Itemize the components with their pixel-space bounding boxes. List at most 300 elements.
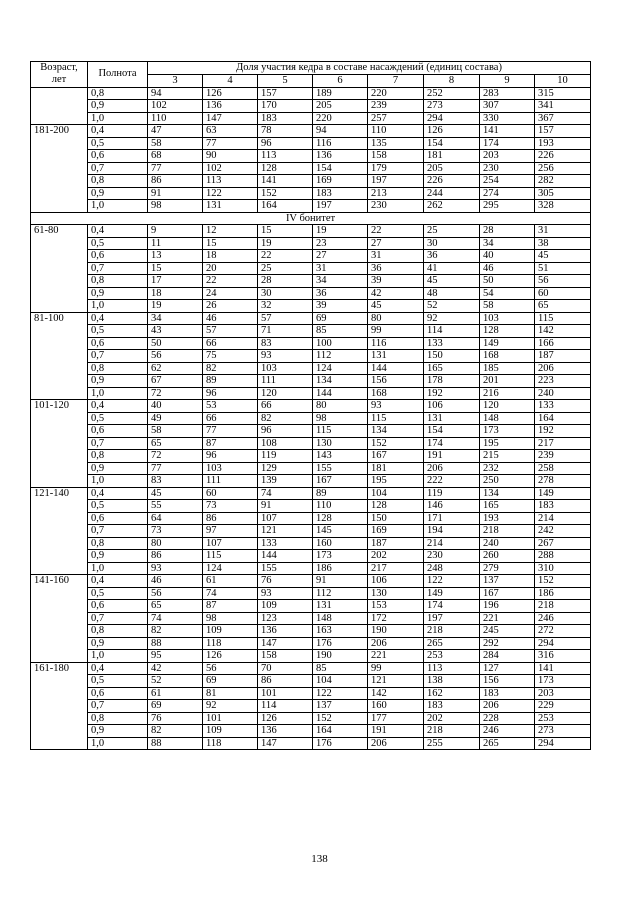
value-cell: 220	[368, 87, 424, 100]
value-cell: 146	[424, 500, 480, 513]
value-cell: 66	[203, 412, 258, 425]
density-cell: 0,8	[88, 625, 148, 638]
value-cell: 69	[313, 312, 368, 325]
value-cell: 258	[535, 462, 591, 475]
value-cell: 43	[148, 325, 203, 338]
value-cell: 113	[203, 175, 258, 188]
value-cell: 315	[535, 87, 591, 100]
value-cell: 42	[148, 662, 203, 675]
value-cell: 183	[313, 187, 368, 200]
value-cell: 111	[203, 475, 258, 488]
value-cell: 98	[313, 412, 368, 425]
density-cell: 0,4	[88, 662, 148, 675]
density-cell: 0,9	[88, 100, 148, 113]
value-cell: 139	[258, 475, 313, 488]
value-cell: 272	[535, 625, 591, 638]
column-header: 7	[368, 75, 424, 88]
value-cell: 203	[480, 150, 535, 163]
value-cell: 92	[424, 312, 480, 325]
table-row	[31, 312, 591, 325]
table-row	[31, 325, 591, 338]
value-cell: 122	[203, 187, 258, 200]
table-row	[31, 87, 591, 100]
value-cell: 20	[203, 262, 258, 275]
value-cell: 222	[424, 475, 480, 488]
value-cell: 220	[313, 112, 368, 125]
value-cell: 141	[480, 125, 535, 138]
value-cell: 179	[368, 162, 424, 175]
value-cell: 119	[424, 487, 480, 500]
value-cell: 58	[480, 300, 535, 313]
value-cell: 128	[368, 500, 424, 513]
value-cell: 24	[203, 287, 258, 300]
table-row	[31, 437, 591, 450]
value-cell: 169	[368, 525, 424, 538]
value-cell: 57	[258, 312, 313, 325]
value-cell: 86	[148, 550, 203, 563]
table-row	[31, 525, 591, 538]
value-cell: 164	[313, 725, 368, 738]
age-cell: 161-180	[31, 662, 88, 750]
value-cell: 255	[424, 737, 480, 750]
value-cell: 114	[258, 700, 313, 713]
value-cell: 367	[535, 112, 591, 125]
value-cell: 65	[535, 300, 591, 313]
value-cell: 109	[203, 725, 258, 738]
value-cell: 98	[203, 612, 258, 625]
value-cell: 166	[535, 337, 591, 350]
density-cell: 0,4	[88, 225, 148, 238]
table-row	[31, 200, 591, 213]
value-cell: 283	[480, 87, 535, 100]
value-cell: 229	[535, 700, 591, 713]
value-cell: 107	[203, 537, 258, 550]
value-cell: 30	[258, 287, 313, 300]
table-row	[31, 712, 591, 725]
value-cell: 218	[424, 725, 480, 738]
density-cell: 0,8	[88, 87, 148, 100]
value-cell: 174	[424, 437, 480, 450]
value-cell: 122	[313, 687, 368, 700]
value-cell: 54	[480, 287, 535, 300]
value-cell: 130	[313, 437, 368, 450]
value-cell: 157	[258, 87, 313, 100]
value-cell: 99	[368, 662, 424, 675]
value-cell: 183	[424, 700, 480, 713]
table-row	[31, 100, 591, 113]
density-cell: 0,7	[88, 350, 148, 363]
density-cell: 1,0	[88, 650, 148, 663]
value-cell: 106	[424, 400, 480, 413]
value-cell: 176	[313, 737, 368, 750]
density-cell: 0,5	[88, 325, 148, 338]
table-body	[31, 87, 591, 750]
value-cell: 25	[424, 225, 480, 238]
table-row	[31, 262, 591, 275]
table-row	[31, 687, 591, 700]
value-cell: 128	[480, 325, 535, 338]
value-cell: 101	[203, 712, 258, 725]
table-row	[31, 725, 591, 738]
value-cell: 248	[424, 562, 480, 575]
value-cell: 77	[203, 137, 258, 150]
column-header: 4	[203, 75, 258, 88]
value-cell: 177	[368, 712, 424, 725]
value-cell: 279	[480, 562, 535, 575]
table-row	[31, 675, 591, 688]
value-cell: 116	[313, 137, 368, 150]
value-cell: 128	[313, 512, 368, 525]
value-cell: 244	[424, 187, 480, 200]
value-cell: 47	[148, 125, 203, 138]
value-cell: 170	[258, 100, 313, 113]
density-cell: 0,4	[88, 575, 148, 588]
value-cell: 267	[535, 537, 591, 550]
value-cell: 196	[480, 600, 535, 613]
value-cell: 19	[313, 225, 368, 238]
value-cell: 18	[203, 250, 258, 263]
value-cell: 126	[424, 125, 480, 138]
value-cell: 73	[148, 525, 203, 538]
density-cell: 0,6	[88, 250, 148, 263]
value-cell: 154	[313, 162, 368, 175]
value-cell: 162	[424, 687, 480, 700]
value-cell: 137	[313, 700, 368, 713]
column-header: 10	[535, 75, 591, 88]
value-cell: 135	[368, 137, 424, 150]
value-cell: 18	[148, 287, 203, 300]
value-cell: 183	[535, 500, 591, 513]
value-cell: 230	[480, 162, 535, 175]
page-number: 138	[311, 853, 328, 865]
value-cell: 46	[203, 312, 258, 325]
density-cell: 0,5	[88, 587, 148, 600]
value-cell: 115	[313, 425, 368, 438]
value-cell: 129	[258, 462, 313, 475]
density-cell: 0,7	[88, 525, 148, 538]
value-cell: 154	[424, 137, 480, 150]
value-cell: 85	[313, 325, 368, 338]
value-cell: 294	[424, 112, 480, 125]
value-cell: 87	[203, 437, 258, 450]
value-cell: 45	[368, 300, 424, 313]
table-row	[31, 450, 591, 463]
value-cell: 104	[313, 675, 368, 688]
value-cell: 78	[258, 125, 313, 138]
value-cell: 186	[313, 562, 368, 575]
density-cell: 0,4	[88, 125, 148, 138]
value-cell: 110	[313, 500, 368, 513]
value-cell: 230	[368, 200, 424, 213]
value-cell: 52	[148, 675, 203, 688]
value-cell: 92	[203, 700, 258, 713]
value-cell: 65	[148, 600, 203, 613]
value-cell: 295	[480, 200, 535, 213]
density-cell: 0,4	[88, 312, 148, 325]
value-cell: 173	[313, 550, 368, 563]
value-cell: 107	[258, 512, 313, 525]
value-cell: 36	[313, 287, 368, 300]
value-cell: 9	[148, 225, 203, 238]
density-cell: 1,0	[88, 737, 148, 750]
age-cell: 101-120	[31, 400, 88, 488]
value-cell: 13	[148, 250, 203, 263]
value-cell: 95	[148, 650, 203, 663]
table-row	[31, 187, 591, 200]
value-cell: 226	[535, 150, 591, 163]
value-cell: 15	[203, 237, 258, 250]
value-cell: 152	[368, 437, 424, 450]
table-row	[31, 275, 591, 288]
value-cell: 113	[258, 150, 313, 163]
density-cell: 0,7	[88, 700, 148, 713]
density-cell: 0,4	[88, 487, 148, 500]
value-cell: 60	[203, 487, 258, 500]
value-cell: 38	[535, 237, 591, 250]
value-cell: 142	[535, 325, 591, 338]
age-cell: 181-200	[31, 125, 88, 213]
value-cell: 124	[313, 362, 368, 375]
data-table	[30, 61, 591, 750]
value-cell: 68	[148, 150, 203, 163]
value-cell: 69	[148, 700, 203, 713]
value-cell: 50	[148, 337, 203, 350]
value-cell: 71	[258, 325, 313, 338]
value-cell: 46	[480, 262, 535, 275]
value-cell: 217	[535, 437, 591, 450]
value-cell: 172	[368, 612, 424, 625]
value-cell: 213	[368, 187, 424, 200]
table-row	[31, 637, 591, 650]
value-cell: 206	[535, 362, 591, 375]
value-cell: 154	[424, 425, 480, 438]
table-row	[31, 587, 591, 600]
value-cell: 242	[535, 525, 591, 538]
density-cell: 0,7	[88, 437, 148, 450]
value-cell: 155	[313, 462, 368, 475]
value-cell: 185	[480, 362, 535, 375]
value-cell: 206	[480, 700, 535, 713]
value-cell: 67	[148, 375, 203, 388]
value-cell: 164	[535, 412, 591, 425]
value-cell: 206	[424, 462, 480, 475]
value-cell: 31	[313, 262, 368, 275]
value-cell: 87	[203, 600, 258, 613]
value-cell: 171	[424, 512, 480, 525]
value-cell: 61	[148, 687, 203, 700]
value-cell: 127	[480, 662, 535, 675]
value-cell: 119	[258, 450, 313, 463]
value-cell: 91	[313, 575, 368, 588]
value-cell: 110	[368, 125, 424, 138]
value-cell: 77	[148, 462, 203, 475]
value-cell: 103	[480, 312, 535, 325]
value-cell: 133	[424, 337, 480, 350]
value-cell: 126	[203, 650, 258, 663]
value-cell: 103	[258, 362, 313, 375]
value-cell: 27	[368, 237, 424, 250]
value-cell: 66	[203, 337, 258, 350]
value-cell: 274	[480, 187, 535, 200]
value-cell: 65	[148, 437, 203, 450]
value-cell: 114	[424, 325, 480, 338]
value-cell: 118	[203, 637, 258, 650]
value-cell: 174	[424, 600, 480, 613]
value-cell: 131	[203, 200, 258, 213]
value-cell: 181	[368, 462, 424, 475]
value-cell: 61	[203, 575, 258, 588]
value-cell: 89	[313, 487, 368, 500]
value-cell: 89	[203, 375, 258, 388]
value-cell: 228	[480, 712, 535, 725]
value-cell: 245	[480, 625, 535, 638]
column-header: 3	[148, 75, 203, 88]
value-cell: 144	[258, 550, 313, 563]
value-cell: 218	[535, 600, 591, 613]
value-cell: 96	[203, 387, 258, 400]
density-cell: 0,8	[88, 175, 148, 188]
value-cell: 26	[203, 300, 258, 313]
value-cell: 31	[535, 225, 591, 238]
value-cell: 155	[258, 562, 313, 575]
value-cell: 133	[258, 537, 313, 550]
value-cell: 165	[424, 362, 480, 375]
value-cell: 153	[368, 600, 424, 613]
value-cell: 120	[480, 400, 535, 413]
value-cell: 75	[203, 350, 258, 363]
value-cell: 74	[148, 612, 203, 625]
value-cell: 124	[203, 562, 258, 575]
value-cell: 109	[258, 600, 313, 613]
value-cell: 128	[258, 162, 313, 175]
value-cell: 137	[480, 575, 535, 588]
value-cell: 203	[535, 687, 591, 700]
value-cell: 278	[535, 475, 591, 488]
value-cell: 282	[535, 175, 591, 188]
value-cell: 91	[148, 187, 203, 200]
value-cell: 265	[424, 637, 480, 650]
value-cell: 202	[368, 550, 424, 563]
value-cell: 83	[258, 337, 313, 350]
table-row	[31, 700, 591, 713]
value-cell: 181	[424, 150, 480, 163]
table-row	[31, 237, 591, 250]
value-cell: 305	[535, 187, 591, 200]
value-cell: 150	[424, 350, 480, 363]
value-cell: 96	[258, 425, 313, 438]
value-cell: 31	[368, 250, 424, 263]
value-cell: 15	[258, 225, 313, 238]
value-cell: 108	[258, 437, 313, 450]
value-cell: 80	[313, 400, 368, 413]
value-cell: 110	[148, 112, 203, 125]
table-row	[31, 225, 591, 238]
value-cell: 217	[368, 562, 424, 575]
table-row	[31, 475, 591, 488]
value-cell: 41	[424, 262, 480, 275]
density-cell: 0,8	[88, 537, 148, 550]
value-cell: 232	[480, 462, 535, 475]
table-row	[31, 500, 591, 513]
value-cell: 148	[480, 412, 535, 425]
value-cell: 34	[480, 237, 535, 250]
value-cell: 150	[368, 512, 424, 525]
table-row	[31, 512, 591, 525]
value-cell: 147	[203, 112, 258, 125]
value-cell: 48	[424, 287, 480, 300]
table-row	[31, 562, 591, 575]
value-cell: 310	[535, 562, 591, 575]
value-cell: 156	[480, 675, 535, 688]
value-cell: 136	[313, 150, 368, 163]
density-cell: 0,8	[88, 712, 148, 725]
column-header: 9	[480, 75, 535, 88]
value-cell: 77	[148, 162, 203, 175]
value-cell: 341	[535, 100, 591, 113]
age-cell: 61-80	[31, 225, 88, 313]
value-cell: 167	[313, 475, 368, 488]
table-row	[31, 462, 591, 475]
density-cell: 0,6	[88, 150, 148, 163]
value-cell: 216	[480, 387, 535, 400]
value-cell: 115	[535, 312, 591, 325]
value-cell: 15	[148, 262, 203, 275]
density-cell: 0,5	[88, 237, 148, 250]
value-cell: 126	[258, 712, 313, 725]
value-cell: 288	[535, 550, 591, 563]
value-cell: 157	[535, 125, 591, 138]
value-cell: 292	[480, 637, 535, 650]
value-cell: 51	[535, 262, 591, 275]
value-cell: 190	[368, 625, 424, 638]
value-cell: 40	[480, 250, 535, 263]
value-cell: 214	[535, 512, 591, 525]
value-cell: 252	[424, 87, 480, 100]
density-cell: 0,9	[88, 725, 148, 738]
density-cell: 0,8	[88, 275, 148, 288]
value-cell: 144	[368, 362, 424, 375]
value-cell: 39	[368, 275, 424, 288]
value-cell: 70	[258, 662, 313, 675]
value-cell: 94	[313, 125, 368, 138]
value-cell: 98	[148, 200, 203, 213]
value-cell: 115	[368, 412, 424, 425]
value-cell: 167	[480, 587, 535, 600]
value-cell: 141	[258, 175, 313, 188]
value-cell: 226	[424, 175, 480, 188]
density-cell: 0,7	[88, 162, 148, 175]
value-cell: 178	[424, 375, 480, 388]
value-cell: 189	[313, 87, 368, 100]
table-row	[31, 400, 591, 413]
value-cell: 284	[480, 650, 535, 663]
value-cell: 25	[258, 262, 313, 275]
value-cell: 152	[313, 712, 368, 725]
value-cell: 76	[148, 712, 203, 725]
value-cell: 57	[203, 325, 258, 338]
density-cell: 0,8	[88, 362, 148, 375]
value-cell: 93	[258, 350, 313, 363]
value-cell: 136	[203, 100, 258, 113]
value-cell: 141	[535, 662, 591, 675]
value-cell: 102	[148, 100, 203, 113]
value-cell: 201	[480, 375, 535, 388]
table-row	[31, 175, 591, 188]
table-row	[31, 362, 591, 375]
age-cell: 121-140	[31, 487, 88, 575]
age-header: Возраст, лет	[31, 62, 88, 88]
value-cell: 39	[313, 300, 368, 313]
